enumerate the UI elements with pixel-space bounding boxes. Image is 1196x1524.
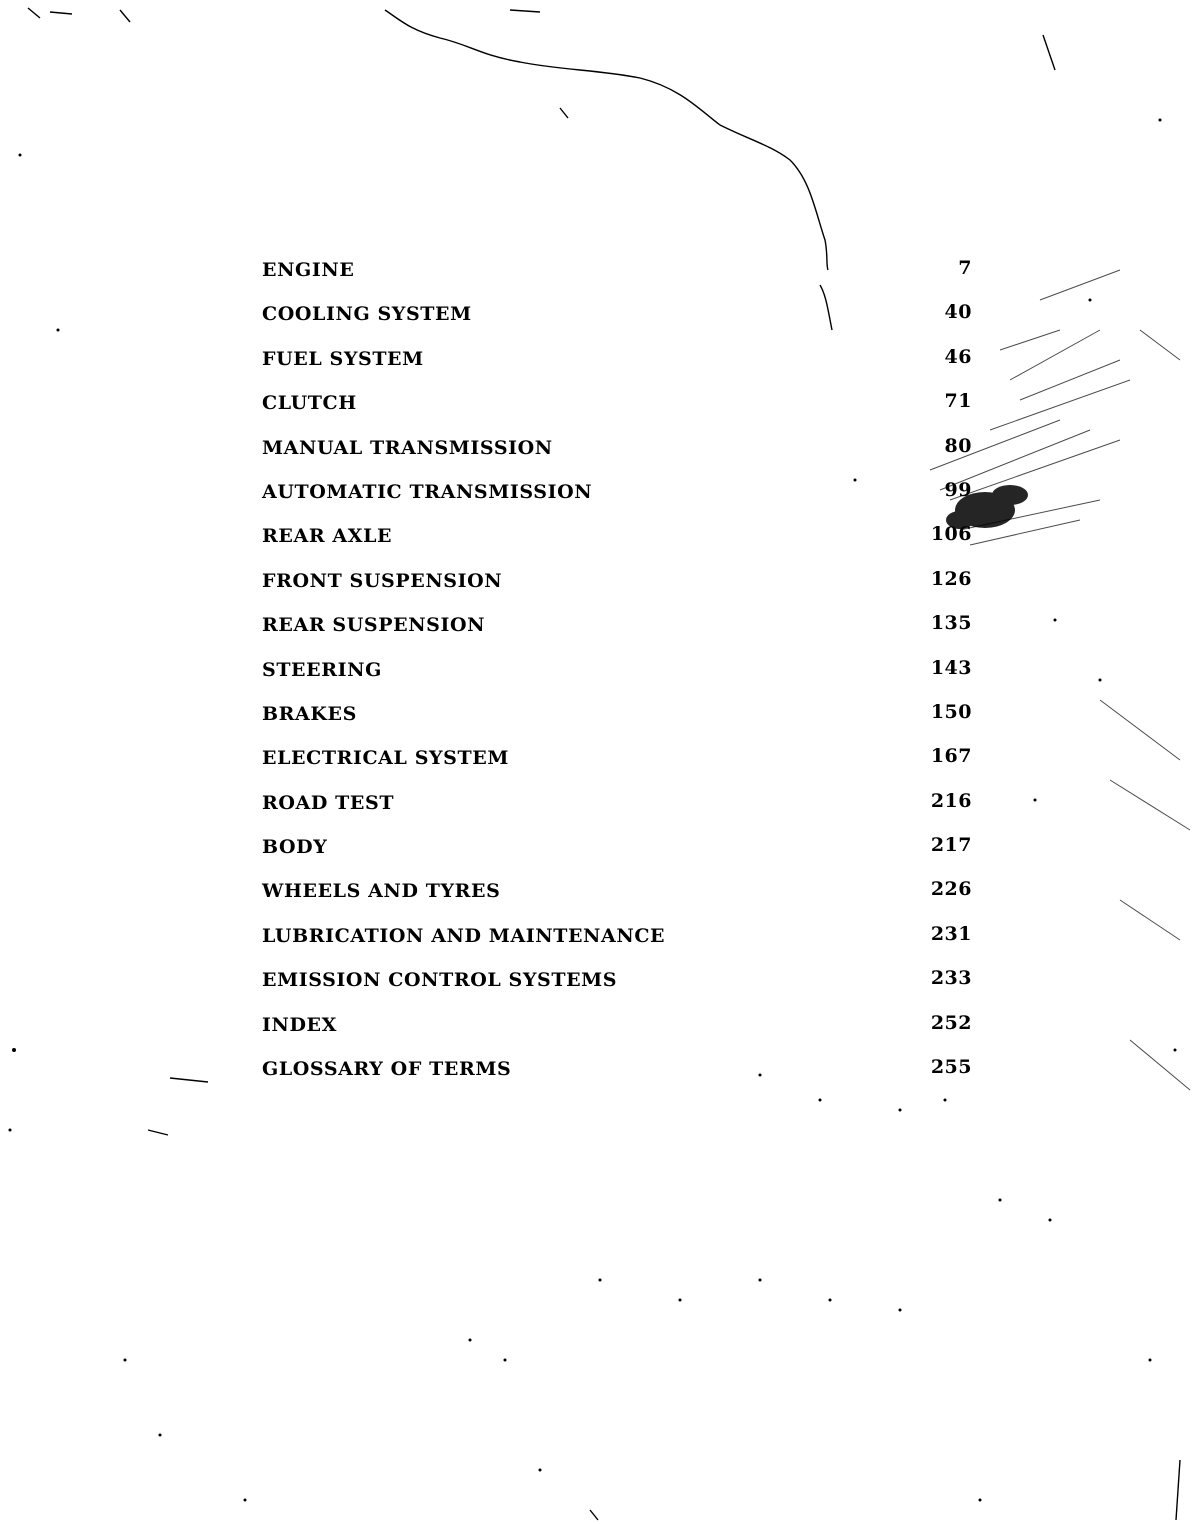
toc-entry-index [262, 1008, 982, 1052]
toc-entry-electrical-system [262, 741, 982, 785]
toc-title: REAR SUSPENSION [262, 614, 486, 637]
toc-entry-manual-transmission [262, 431, 982, 475]
toc-title: CLUTCH [262, 392, 357, 415]
toc-entry-clutch [262, 386, 982, 430]
toc-entry-glossary-of-terms [262, 1052, 982, 1096]
toc-title: REAR AXLE [262, 525, 393, 548]
toc-page-number: 80 [944, 434, 972, 457]
toc-entry-rear-suspension [262, 608, 982, 652]
toc-title: ROAD TEST [262, 791, 395, 814]
toc-page-number: 233 [930, 967, 972, 990]
toc-title: BRAKES [262, 702, 357, 725]
toc-title: ENGINE [262, 259, 355, 281]
toc-page-number: 252 [930, 1011, 972, 1034]
toc-page-number: 71 [944, 390, 972, 413]
toc-page-number: 126 [930, 567, 972, 590]
toc-entry-automatic-transmission [262, 475, 982, 519]
toc-page-number: 106 [930, 523, 972, 546]
toc-entry-front-suspension [262, 564, 982, 608]
toc-title: GLOSSARY OF TERMS [262, 1058, 512, 1081]
toc-page-number: 226 [930, 878, 972, 901]
toc-title: FRONT SUSPENSION [262, 569, 503, 592]
toc-page-number: 216 [930, 789, 972, 812]
toc-page-number: 167 [930, 745, 972, 768]
toc-entry-body [262, 830, 982, 874]
toc-entry-steering [262, 653, 982, 697]
toc-title: STEERING [262, 658, 382, 681]
toc-entry-rear-axle [262, 519, 982, 563]
toc-page-number: 40 [944, 301, 972, 324]
toc-entry-road-test [262, 786, 982, 830]
toc-entry-emission-control-systems [262, 963, 982, 1007]
toc-title: FUEL SYSTEM [262, 347, 424, 370]
toc-page-number: 99 [944, 478, 972, 501]
toc-entry-brakes [262, 697, 982, 741]
table-of-contents [262, 253, 982, 1096]
toc-page-number: 46 [944, 345, 972, 368]
toc-title: MANUAL TRANSMISSION [262, 436, 553, 459]
toc-page-number: 231 [930, 922, 972, 945]
toc-page-number: 150 [930, 700, 972, 723]
toc-title: WHEELS AND TYRES [262, 880, 501, 903]
toc-title: LUBRICATION AND MAINTENANCE [262, 924, 666, 947]
toc-entry-engine [262, 253, 982, 297]
toc-title: INDEX [262, 1013, 337, 1036]
toc-title: AUTOMATIC TRANSMISSION [262, 480, 593, 503]
toc-entry-wheels-and-tyres [262, 874, 982, 918]
toc-entry-lubrication-and-maintenance [262, 919, 982, 963]
toc-page-number: 217 [930, 834, 972, 857]
toc-title: COOLING SYSTEM [262, 303, 472, 326]
toc-title: BODY [262, 836, 328, 859]
toc-title: ELECTRICAL SYSTEM [262, 747, 509, 770]
toc-page-number: 143 [930, 656, 972, 679]
toc-title: EMISSION CONTROL SYSTEMS [262, 969, 618, 992]
toc-entry-cooling-system [262, 297, 982, 341]
toc-entry-fuel-system [262, 342, 982, 386]
toc-page-number: 255 [930, 1056, 972, 1079]
toc-page-number: 135 [930, 612, 972, 635]
toc-page-number: 7 [958, 257, 972, 279]
